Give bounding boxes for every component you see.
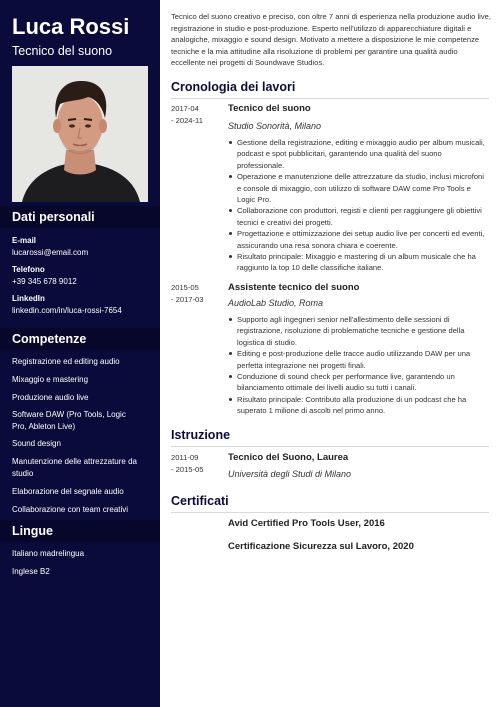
skill-item: Sound design — [12, 439, 61, 448]
job-bullet: Operazione e manutenzione delle attrezzature da studio, inclusi microfoni e console di mixaggio, con utilizzo di software DAW come Pro Tools e Logic Pro. — [228, 171, 490, 205]
job-title: Tecnico del suono — [228, 103, 311, 114]
education-date-start: 2011-09 — [171, 453, 199, 462]
candidate-name: Luca Rossi — [12, 14, 130, 39]
main-content — [160, 0, 500, 707]
job-bullet: Risultato principale: Mixaggio e mastering di un album musicale che ha raggiunto la top 10 delle classifiche italiane. — [228, 251, 490, 274]
linkedin-label: LinkedIn — [12, 294, 45, 303]
education-school: Università degli Studi di Milano — [228, 469, 352, 479]
skill-item: Elaborazione del segnale audio — [12, 487, 124, 496]
skill-item: Software DAW (Pro Tools, Logic Pro, Ableton Live) — [12, 410, 126, 431]
languages-heading: Lingue — [0, 520, 160, 542]
sidebar — [0, 0, 160, 707]
profile-photo — [12, 66, 148, 202]
job-date-end: - 2024-11 — [171, 116, 203, 125]
job-bullet: Editing e post-produzione delle tracce audio utilizzando DAW per una perfetta integrazione nei progetti finali. — [228, 348, 490, 371]
skill-item: Mixaggio e mastering — [12, 375, 89, 384]
skill-item: Manutenzione delle attrezzature da studio — [12, 457, 137, 478]
job-bullet: Collaborazione con produttori, registi e clienti per raggiungere gli obiettivi tecnici e creativi dei progetti. — [228, 205, 490, 228]
job-bullets — [228, 314, 490, 417]
education-heading: Istruzione — [171, 428, 489, 447]
education-degree: Tecnico del Suono, Laurea — [228, 452, 349, 463]
job-date-end: - 2017-03 — [171, 295, 204, 304]
job-bullet: Risultato principale: Contributo alla produzione di un podcast che ha superato 1 milione di ascolti nel primo anno. — [228, 394, 490, 417]
job-company: Studio Sonorità, Milano — [228, 121, 322, 131]
linkedin-value: linkedin.com/in/luca-rossi-7654 — [12, 306, 122, 315]
education-date-end: - 2015-05 — [171, 465, 204, 474]
language-item: Italiano madrelingua — [12, 549, 85, 558]
language-item: Inglese B2 — [12, 567, 50, 576]
skill-item: Registrazione ed editing audio — [12, 357, 120, 366]
phone-value: +39 345 678 9012 — [12, 277, 77, 286]
certificate-item: Certificazione Sicurezza sul Lavoro, 2020 — [228, 541, 414, 552]
email-value: lucarossi@email.com — [12, 248, 89, 257]
certificates-heading: Certificati — [171, 494, 489, 513]
job-company: AudioLab Studio, Roma — [228, 298, 324, 308]
email-label: E-mail — [12, 236, 37, 245]
job-bullets — [228, 137, 490, 274]
job-bullet: Gestione della registrazione, editing e mixaggio audio per album musicali, podcast e spot pubblicitari, garantendo una qualità del suono professionale. — [228, 137, 490, 171]
job-bullet: Conduzione di sound check per performance live, garantendo un bilanciamento ottimale dei livelli audio su tutti i canali. — [228, 371, 490, 394]
job-date-start: 2017-04 — [171, 104, 199, 113]
skills-heading: Competenze — [0, 328, 160, 350]
job-title: Assistente tecnico del suono — [228, 282, 360, 293]
skill-item: Collaborazione con team creativi — [12, 505, 129, 514]
skill-item: Produzione audio live — [12, 393, 89, 402]
portrait-illustration — [12, 66, 148, 202]
job-bullet: Progettazione e ottimizzazione dei setup audio live per concerti ed eventi, assicurando una resa sonora chiara e coerente. — [228, 228, 490, 251]
job-bullet: Supporto agli ingegneri senior nell'allestimento delle sessioni di registrazione, risoluzione di problematiche tecniche e gestione della logistica di studio. — [228, 314, 490, 348]
personal-data-heading: Dati personali — [0, 206, 160, 228]
job-date-start: 2015-05 — [171, 283, 199, 292]
candidate-title: Tecnico del suono — [12, 44, 113, 58]
work-history-heading: Cronologia dei lavori — [171, 80, 489, 99]
certificate-item: Avid Certified Pro Tools User, 2016 — [228, 518, 385, 529]
profile-summary: Tecnico del suono creativo e preciso, con oltre 7 anni di esperienza nella produzione audio live, registrazione in studio e post-produzione. Esperto nell'utilizzo di apparecchiature digitali e analogiche, mixaggio e sound design. Motivato a mettere a disposizione le mie competenze tecniche e la mia attitudine alla risoluzione di problemi per garantire una qualità audio eccellente nei progetti di Soundwave Studios. — [171, 12, 491, 67]
phone-label: Telefono — [12, 265, 45, 274]
